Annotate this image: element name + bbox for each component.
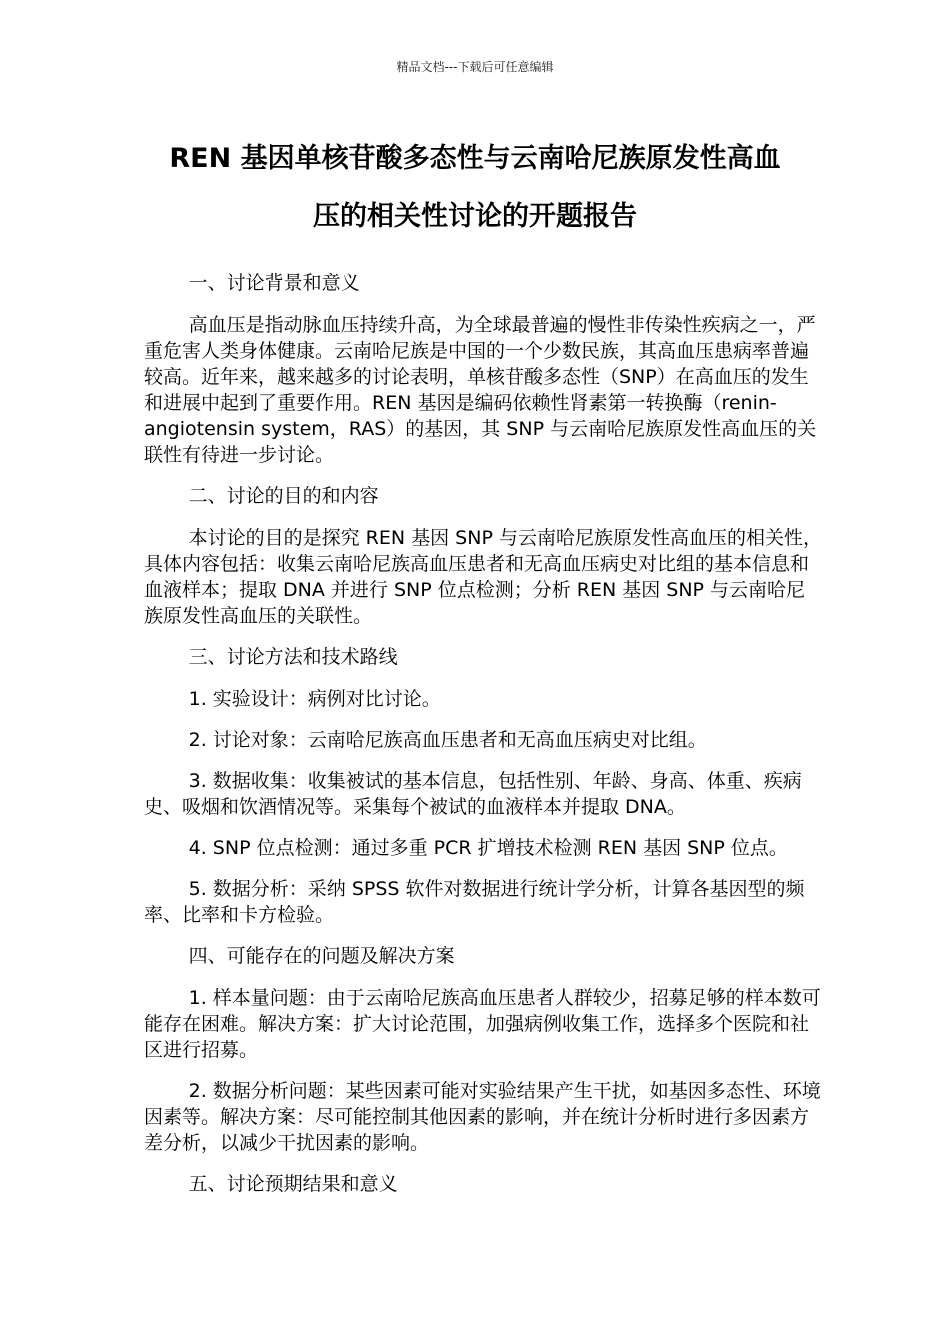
document-body [144,270,824,1213]
list-item-methods-1: 1. 实验设计：病例对比讨论。 [188,688,441,710]
list-item-problems-2: 2. 数据分析问题：某些因素可能对实验结果产生干扰，如基因多态性、环境因素等。解决方案：尽可能控制其他因素的影响，并在统计分析时进行多因素方差分析，以减少干扰因素的影响。 [144,1080,821,1154]
section-heading-purpose: 二、讨论的目的和内容 [188,485,379,507]
list-item-methods-2: 2. 讨论对象：云南哈尼族高血压患者和无高血压病史对比组。 [188,729,707,751]
paragraph-purpose: 本讨论的目的是探究 REN 基因 SNP 与云南哈尼族原发性高血压的相关性，具体内容包括：收集云南哈尼族高血压患者和无高血压病史对比组的基本信息和血液样本；提取 DNA 并进行 SNP 位点检测；分析 REN 基因 SNP 与云南哈尼族原发性高血压的关联性。 [144,527,822,627]
list-item-methods-3: 3. 数据收集：收集被试的基本信息，包括性别、年龄、身高、体重、疾病史、吸烟和饮酒情况等。采集每个被试的血液样本并提取 DNA。 [144,770,802,818]
section-heading-problems: 四、可能存在的问题及解决方案 [188,945,455,967]
list-item-methods-5: 5. 数据分析：采纳 SPSS 软件对数据进行统计学分析，计算各基因型的频率、比率和卡方检验。 [144,878,805,926]
section-heading-background: 一、讨论背景和意义 [188,272,360,294]
section-heading-expected-results: 五、讨论预期结果和意义 [188,1173,398,1195]
title-line-2: 压的相关性讨论的开题报告 [313,201,637,232]
list-item-problems-1: 1. 样本量问题：由于云南哈尼族高血压患者人群较少，招募足够的样本数可能存在困难。解决方案：扩大讨论范围，加强病例收集工作，选择多个医院和社区进行招募。 [144,987,821,1061]
title-line-1: REN 基因单核苷酸多态性与云南哈尼族原发性高血 [169,143,781,174]
list-item-methods-4: 4. SNP 位点检测：通过多重 PCR 扩增技术检测 REN 基因 SNP 位点。 [188,837,788,859]
paragraph-background: 高血压是指动脉血压持续升高，为全球最普遍的慢性非传染性疾病之一，严重危害人类身体健康。云南哈尼族是中国的一个少数民族，其高血压患病率普遍较高。近年来，越来越多的讨论表明，单核苷酸多态性（SNP）在高血压的发生和进展中起到了重要作用。REN 基因是编码依赖性肾素第一转换酶（renin-angiotensin system，RAS）的基因，其 SNP 与云南哈尼族原发性高血压的关联性有待进一步讨论。 [144,314,817,466]
section-heading-methods: 三、讨论方法和技术路线 [188,646,398,668]
document-title [100,130,850,246]
header-note: 精品文档---下载后可任意编辑 [396,60,554,74]
